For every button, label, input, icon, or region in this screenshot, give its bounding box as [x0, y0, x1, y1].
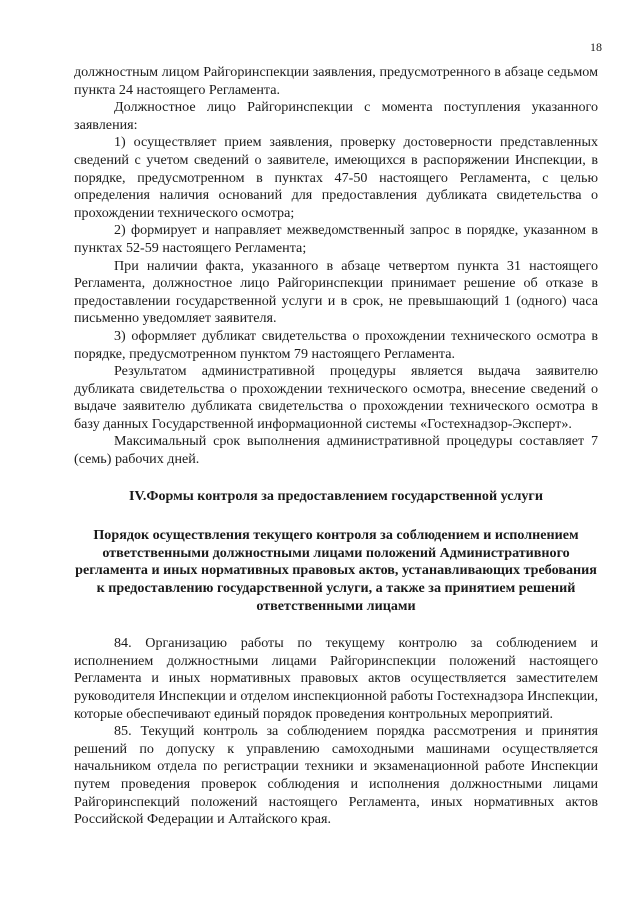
page-number: 18	[590, 40, 602, 54]
section-title: IV.Формы контроля за предоставлением государственной услуги	[129, 487, 543, 504]
list-item: 3) оформляет дубликат свидетельства о прохождении технического осмотра в порядке, предусмотренном пунктом 79 настоящего Регламента.	[74, 327, 598, 362]
paragraph: Должностное лицо Райгоринспекции с момента поступления указанного заявления:	[74, 99, 598, 133]
paragraph-continuation: должностным лицом Райгоринспекции заявления, предусмотренного в абзаце седьмом пункта 24 настоящего Регламента.	[74, 64, 598, 98]
paragraph: Результатом административной процедуры является выдача заявителю дубликата свидетельства о прохождении технического осмотра, внесение сведений о выдаче заявителю дубликата свидетельства о прохождении технического осмотра в базу данных Государственной информационной системы «Гостехнадзор-Эксперт».	[74, 363, 598, 432]
document-body	[74, 64, 598, 829]
paragraph: Максимальный срок выполнения административной процедуры составляет 7 (семь) рабочих дней.	[74, 433, 598, 468]
paragraph-84: 84. Организацию работы по текущему контролю за соблюдением и исполнением должностными лицами Райгоринспекции положений настоящего Регламента и иных нормативных правовых актов осуществляется заместителем руководителя Инспекции и отделом инспекционной работы Гостехнадзора Инспекции, которые обеспечивают единый порядок проведения контрольных мероприятий.	[74, 635, 598, 722]
list-item: 2) формирует и направляет межведомственный запрос в порядке, указанном в пунктах 52-59 настоящего Регламента;	[74, 222, 598, 256]
paragraph-85: 85. Текущий контроль за соблюдением порядка рассмотрения и принятия решений по допуску к управлению самоходными машинами осуществляется начальником отдела по регистрации техники и экзаменационной работе Инспекции путем проведения проверок соблюдения и исполнения должностными лицами Райгоринспекций положений настоящего Регламента, иных нормативных актов Российской Федерации и Алтайского края.	[74, 723, 598, 828]
subsection-title: Порядок осуществления текущего контроля за соблюдением и исполнением ответственными должностными лицами положений Административного регламента и иных нормативных правовых актов, устанавливающих требования к предоставлению государственной услуги, а также за принятием решений ответственными лицами	[75, 527, 597, 614]
paragraph: При наличии факта, указанного в абзаце четвертом пункта 31 настоящего Регламента, должностное лицо Райгоринспекции принимает решение об отказе в предоставлении государственной услуги и в срок, не превышающий 1 (одного) часа письменно уведомляет заявителя.	[74, 257, 598, 327]
list-item: 1) осуществляет прием заявления, проверку достоверности представленных сведений с учетом сведений о заявителе, имеющихся в распоряжении Инспекции, в порядке, предусмотренном в пунктах 47-50 настоящего Регламента, с целью определения наличия оснований для предоставления дубликата свидетельства о прохождении технического осмотра;	[74, 134, 598, 221]
